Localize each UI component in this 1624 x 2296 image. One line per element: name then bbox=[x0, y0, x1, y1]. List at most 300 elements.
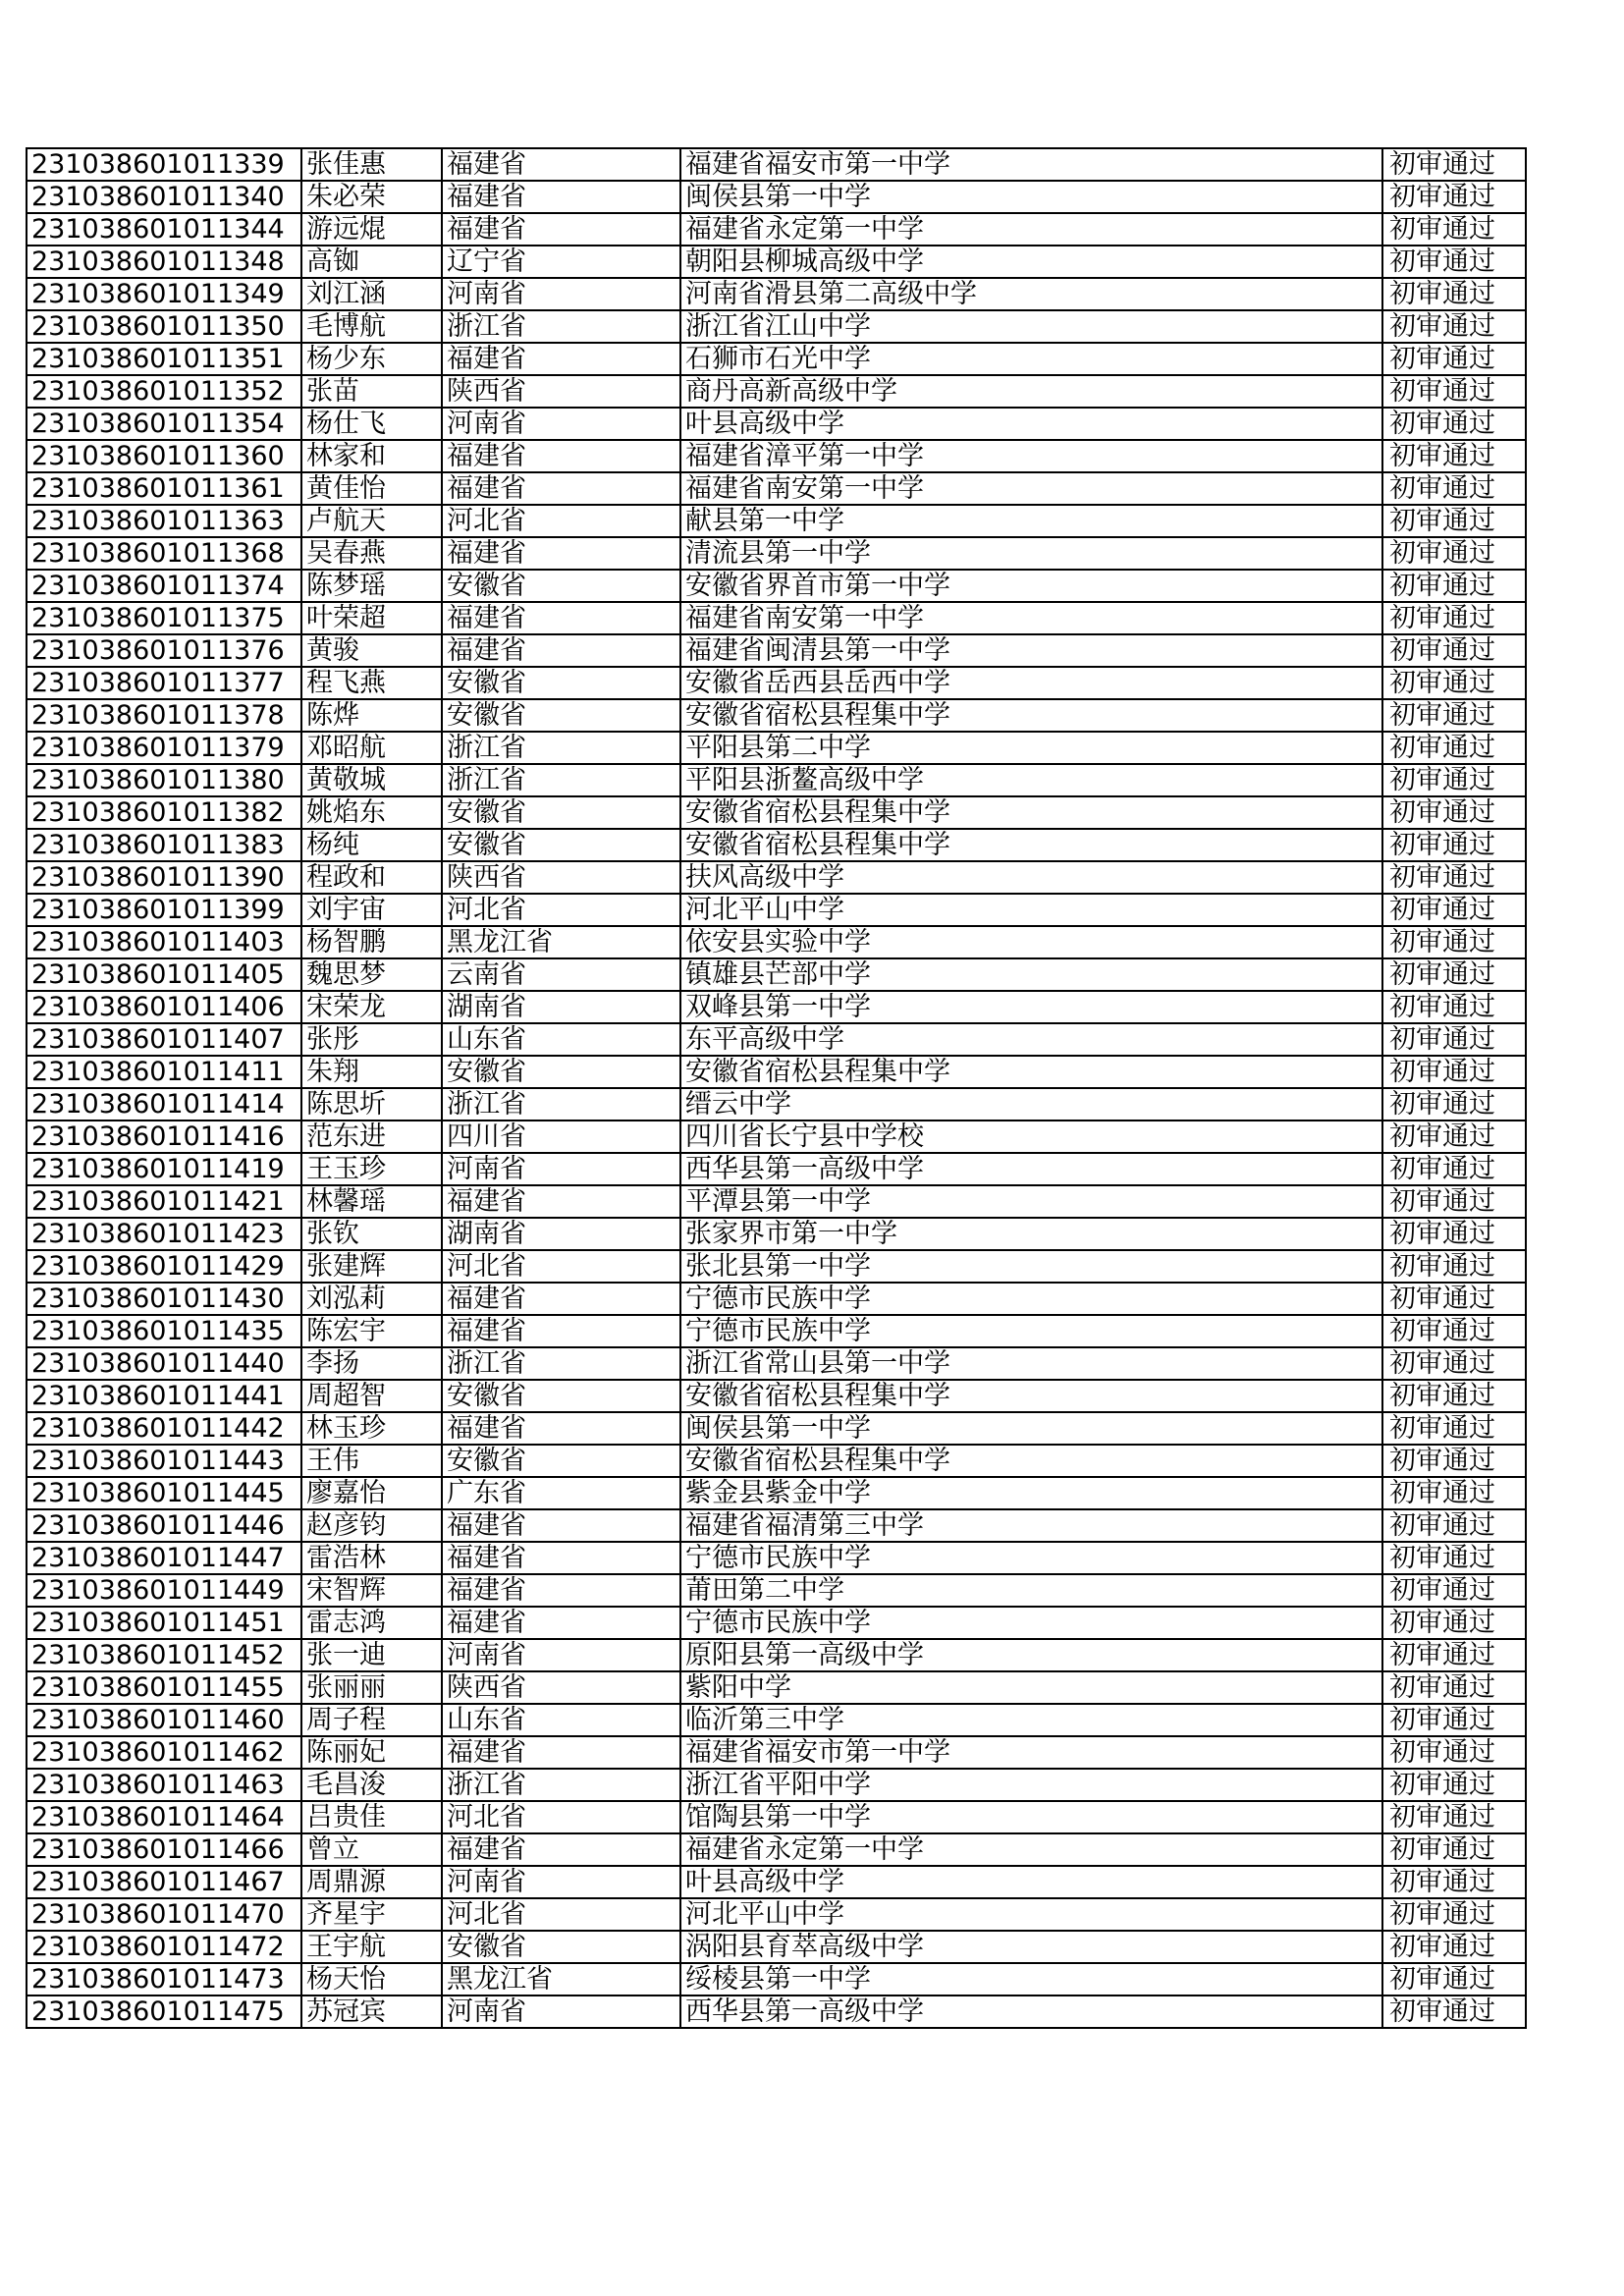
school-cell: 福建省南安第一中学 bbox=[680, 472, 1382, 505]
name-cell: 林玉珍 bbox=[301, 1412, 442, 1445]
province-cell: 浙江省 bbox=[442, 732, 680, 764]
province-cell: 福建省 bbox=[442, 602, 680, 634]
status-cell: 初审通过 bbox=[1382, 1347, 1526, 1380]
school-cell: 福建省福安市第一中学 bbox=[680, 1736, 1382, 1769]
school-cell: 浙江省平阳中学 bbox=[680, 1769, 1382, 1801]
province-cell: 河北省 bbox=[442, 505, 680, 537]
status-cell: 初审通过 bbox=[1382, 1509, 1526, 1542]
name-cell: 雷浩林 bbox=[301, 1542, 442, 1574]
registration-id-cell: 231038601011460 bbox=[27, 1704, 301, 1736]
table-row bbox=[27, 1607, 1526, 1639]
name-cell: 程飞燕 bbox=[301, 667, 442, 699]
name-cell: 林家和 bbox=[301, 440, 442, 472]
name-cell: 朱翔 bbox=[301, 1056, 442, 1088]
school-cell: 安徽省宿松县程集中学 bbox=[680, 1380, 1382, 1412]
province-cell: 浙江省 bbox=[442, 764, 680, 796]
registration-id-cell: 231038601011472 bbox=[27, 1931, 301, 1963]
table-row bbox=[27, 1056, 1526, 1088]
registration-id-cell: 231038601011463 bbox=[27, 1769, 301, 1801]
province-cell: 安徽省 bbox=[442, 1056, 680, 1088]
province-cell: 河南省 bbox=[442, 1866, 680, 1898]
status-cell: 初审通过 bbox=[1382, 537, 1526, 570]
province-cell: 河南省 bbox=[442, 1153, 680, 1185]
status-cell: 初审通过 bbox=[1382, 1380, 1526, 1412]
province-cell: 福建省 bbox=[442, 181, 680, 213]
school-cell: 叶县高级中学 bbox=[680, 408, 1382, 440]
table-row bbox=[27, 1218, 1526, 1250]
province-cell: 安徽省 bbox=[442, 570, 680, 602]
school-cell: 紫金县紫金中学 bbox=[680, 1477, 1382, 1509]
school-cell: 福建省福清第三中学 bbox=[680, 1509, 1382, 1542]
school-cell: 馆陶县第一中学 bbox=[680, 1801, 1382, 1833]
registration-id-cell: 231038601011361 bbox=[27, 472, 301, 505]
registration-id-cell: 231038601011363 bbox=[27, 505, 301, 537]
school-cell: 浙江省常山县第一中学 bbox=[680, 1347, 1382, 1380]
school-cell: 双峰县第一中学 bbox=[680, 991, 1382, 1023]
status-cell: 初审通过 bbox=[1382, 1801, 1526, 1833]
school-cell: 福建省福安市第一中学 bbox=[680, 148, 1382, 181]
name-cell: 杨仕飞 bbox=[301, 408, 442, 440]
table-row bbox=[27, 343, 1526, 375]
table-row bbox=[27, 181, 1526, 213]
registration-id-cell: 231038601011380 bbox=[27, 764, 301, 796]
name-cell: 游远焜 bbox=[301, 213, 442, 246]
table-row bbox=[27, 829, 1526, 861]
table-row bbox=[27, 278, 1526, 310]
status-cell: 初审通过 bbox=[1382, 1542, 1526, 1574]
school-cell: 福建省闽清县第一中学 bbox=[680, 634, 1382, 667]
name-cell: 齐星宇 bbox=[301, 1898, 442, 1931]
status-cell: 初审通过 bbox=[1382, 181, 1526, 213]
registration-id-cell: 231038601011352 bbox=[27, 375, 301, 408]
status-cell: 初审通过 bbox=[1382, 1639, 1526, 1671]
name-cell: 毛博航 bbox=[301, 310, 442, 343]
table-row bbox=[27, 1995, 1526, 2028]
province-cell: 福建省 bbox=[442, 1412, 680, 1445]
school-cell: 闽侯县第一中学 bbox=[680, 181, 1382, 213]
school-cell: 福建省永定第一中学 bbox=[680, 213, 1382, 246]
status-cell: 初审通过 bbox=[1382, 894, 1526, 926]
status-cell: 初审通过 bbox=[1382, 1283, 1526, 1315]
registration-id-cell: 231038601011339 bbox=[27, 148, 301, 181]
table-row bbox=[27, 472, 1526, 505]
province-cell: 安徽省 bbox=[442, 699, 680, 732]
table-row bbox=[27, 1898, 1526, 1931]
province-cell: 湖南省 bbox=[442, 991, 680, 1023]
province-cell: 福建省 bbox=[442, 343, 680, 375]
school-cell: 安徽省宿松县程集中学 bbox=[680, 829, 1382, 861]
school-cell: 宁德市民族中学 bbox=[680, 1315, 1382, 1347]
name-cell: 陈梦瑶 bbox=[301, 570, 442, 602]
registration-id-cell: 231038601011449 bbox=[27, 1574, 301, 1607]
registration-id-cell: 231038601011419 bbox=[27, 1153, 301, 1185]
status-cell: 初审通过 bbox=[1382, 472, 1526, 505]
province-cell: 福建省 bbox=[442, 148, 680, 181]
province-cell: 浙江省 bbox=[442, 1088, 680, 1121]
school-cell: 缙云中学 bbox=[680, 1088, 1382, 1121]
province-cell: 福建省 bbox=[442, 1509, 680, 1542]
table-row bbox=[27, 1088, 1526, 1121]
school-cell: 浙江省江山中学 bbox=[680, 310, 1382, 343]
school-cell: 平潭县第一中学 bbox=[680, 1185, 1382, 1218]
school-cell: 西华县第一高级中学 bbox=[680, 1153, 1382, 1185]
province-cell: 河南省 bbox=[442, 278, 680, 310]
status-cell: 初审通过 bbox=[1382, 1898, 1526, 1931]
province-cell: 云南省 bbox=[442, 958, 680, 991]
registration-id-cell: 231038601011340 bbox=[27, 181, 301, 213]
name-cell: 张苗 bbox=[301, 375, 442, 408]
registration-id-cell: 231038601011446 bbox=[27, 1509, 301, 1542]
registration-id-cell: 231038601011429 bbox=[27, 1250, 301, 1283]
table-row bbox=[27, 991, 1526, 1023]
status-cell: 初审通过 bbox=[1382, 1023, 1526, 1056]
table-row bbox=[27, 1445, 1526, 1477]
province-cell: 黑龙江省 bbox=[442, 1963, 680, 1995]
table-row bbox=[27, 1250, 1526, 1283]
status-cell: 初审通过 bbox=[1382, 732, 1526, 764]
province-cell: 黑龙江省 bbox=[442, 926, 680, 958]
registration-id-cell: 231038601011416 bbox=[27, 1121, 301, 1153]
province-cell: 河北省 bbox=[442, 894, 680, 926]
name-cell: 张佳惠 bbox=[301, 148, 442, 181]
table-row bbox=[27, 1380, 1526, 1412]
province-cell: 福建省 bbox=[442, 1542, 680, 1574]
name-cell: 陈宏宇 bbox=[301, 1315, 442, 1347]
school-cell: 河南省滑县第二高级中学 bbox=[680, 278, 1382, 310]
name-cell: 高铷 bbox=[301, 246, 442, 278]
table-row bbox=[27, 861, 1526, 894]
registration-id-cell: 231038601011443 bbox=[27, 1445, 301, 1477]
table-row bbox=[27, 1833, 1526, 1866]
name-cell: 杨少东 bbox=[301, 343, 442, 375]
status-cell: 初审通过 bbox=[1382, 1445, 1526, 1477]
province-cell: 福建省 bbox=[442, 472, 680, 505]
table-row bbox=[27, 213, 1526, 246]
applicant-table bbox=[26, 147, 1527, 2029]
registration-id-cell: 231038601011447 bbox=[27, 1542, 301, 1574]
province-cell: 浙江省 bbox=[442, 1769, 680, 1801]
school-cell: 安徽省宿松县程集中学 bbox=[680, 796, 1382, 829]
table-row bbox=[27, 1509, 1526, 1542]
status-cell: 初审通过 bbox=[1382, 148, 1526, 181]
province-cell: 福建省 bbox=[442, 1185, 680, 1218]
province-cell: 安徽省 bbox=[442, 667, 680, 699]
registration-id-cell: 231038601011350 bbox=[27, 310, 301, 343]
status-cell: 初审通过 bbox=[1382, 1769, 1526, 1801]
province-cell: 福建省 bbox=[442, 1736, 680, 1769]
name-cell: 王玉珍 bbox=[301, 1153, 442, 1185]
school-cell: 涡阳县育萃高级中学 bbox=[680, 1931, 1382, 1963]
table-row bbox=[27, 1347, 1526, 1380]
status-cell: 初审通过 bbox=[1382, 408, 1526, 440]
school-cell: 安徽省宿松县程集中学 bbox=[680, 699, 1382, 732]
registration-id-cell: 231038601011430 bbox=[27, 1283, 301, 1315]
status-cell: 初审通过 bbox=[1382, 310, 1526, 343]
table-row bbox=[27, 634, 1526, 667]
school-cell: 福建省南安第一中学 bbox=[680, 602, 1382, 634]
province-cell: 河南省 bbox=[442, 1639, 680, 1671]
table-row bbox=[27, 894, 1526, 926]
province-cell: 辽宁省 bbox=[442, 246, 680, 278]
province-cell: 安徽省 bbox=[442, 796, 680, 829]
table-row bbox=[27, 1736, 1526, 1769]
province-cell: 四川省 bbox=[442, 1121, 680, 1153]
table-row bbox=[27, 1704, 1526, 1736]
province-cell: 福建省 bbox=[442, 1607, 680, 1639]
status-cell: 初审通过 bbox=[1382, 667, 1526, 699]
status-cell: 初审通过 bbox=[1382, 505, 1526, 537]
school-cell: 临沂第三中学 bbox=[680, 1704, 1382, 1736]
table-row bbox=[27, 537, 1526, 570]
status-cell: 初审通过 bbox=[1382, 1736, 1526, 1769]
school-cell: 叶县高级中学 bbox=[680, 1866, 1382, 1898]
registration-id-cell: 231038601011368 bbox=[27, 537, 301, 570]
school-cell: 商丹高新高级中学 bbox=[680, 375, 1382, 408]
school-cell: 平阳县浙鳌高级中学 bbox=[680, 764, 1382, 796]
name-cell: 李扬 bbox=[301, 1347, 442, 1380]
table-row bbox=[27, 732, 1526, 764]
name-cell: 杨天怡 bbox=[301, 1963, 442, 1995]
status-cell: 初审通过 bbox=[1382, 1866, 1526, 1898]
school-cell: 福建省漳平第一中学 bbox=[680, 440, 1382, 472]
school-cell: 张北县第一中学 bbox=[680, 1250, 1382, 1283]
province-cell: 陕西省 bbox=[442, 861, 680, 894]
registration-id-cell: 231038601011473 bbox=[27, 1963, 301, 1995]
registration-id-cell: 231038601011451 bbox=[27, 1607, 301, 1639]
table-row bbox=[27, 1185, 1526, 1218]
name-cell: 张钦 bbox=[301, 1218, 442, 1250]
table-row bbox=[27, 1153, 1526, 1185]
table-row bbox=[27, 440, 1526, 472]
registration-id-cell: 231038601011348 bbox=[27, 246, 301, 278]
applicant-table-body bbox=[27, 148, 1526, 2028]
registration-id-cell: 231038601011405 bbox=[27, 958, 301, 991]
name-cell: 周鼎源 bbox=[301, 1866, 442, 1898]
table-row bbox=[27, 667, 1526, 699]
name-cell: 张一迪 bbox=[301, 1639, 442, 1671]
province-cell: 浙江省 bbox=[442, 1347, 680, 1380]
name-cell: 刘江涵 bbox=[301, 278, 442, 310]
name-cell: 廖嘉怡 bbox=[301, 1477, 442, 1509]
table-row bbox=[27, 602, 1526, 634]
school-cell: 东平高级中学 bbox=[680, 1023, 1382, 1056]
registration-id-cell: 231038601011452 bbox=[27, 1639, 301, 1671]
table-row bbox=[27, 408, 1526, 440]
registration-id-cell: 231038601011441 bbox=[27, 1380, 301, 1412]
name-cell: 吕贵佳 bbox=[301, 1801, 442, 1833]
province-cell: 福建省 bbox=[442, 1574, 680, 1607]
school-cell: 朝阳县柳城高级中学 bbox=[680, 246, 1382, 278]
status-cell: 初审通过 bbox=[1382, 829, 1526, 861]
name-cell: 黄敬城 bbox=[301, 764, 442, 796]
school-cell: 福建省永定第一中学 bbox=[680, 1833, 1382, 1866]
status-cell: 初审通过 bbox=[1382, 634, 1526, 667]
status-cell: 初审通过 bbox=[1382, 796, 1526, 829]
school-cell: 献县第一中学 bbox=[680, 505, 1382, 537]
status-cell: 初审通过 bbox=[1382, 1153, 1526, 1185]
name-cell: 杨智鹏 bbox=[301, 926, 442, 958]
status-cell: 初审通过 bbox=[1382, 1185, 1526, 1218]
table-row bbox=[27, 1121, 1526, 1153]
province-cell: 河南省 bbox=[442, 408, 680, 440]
registration-id-cell: 231038601011344 bbox=[27, 213, 301, 246]
table-row bbox=[27, 1671, 1526, 1704]
status-cell: 初审通过 bbox=[1382, 1931, 1526, 1963]
table-row bbox=[27, 1769, 1526, 1801]
name-cell: 曾立 bbox=[301, 1833, 442, 1866]
province-cell: 河北省 bbox=[442, 1898, 680, 1931]
status-cell: 初审通过 bbox=[1382, 764, 1526, 796]
province-cell: 陕西省 bbox=[442, 1671, 680, 1704]
status-cell: 初审通过 bbox=[1382, 602, 1526, 634]
province-cell: 福建省 bbox=[442, 1283, 680, 1315]
name-cell: 周超智 bbox=[301, 1380, 442, 1412]
registration-id-cell: 231038601011462 bbox=[27, 1736, 301, 1769]
table-row bbox=[27, 505, 1526, 537]
status-cell: 初审通过 bbox=[1382, 926, 1526, 958]
table-row bbox=[27, 1574, 1526, 1607]
province-cell: 福建省 bbox=[442, 1315, 680, 1347]
school-cell: 宁德市民族中学 bbox=[680, 1607, 1382, 1639]
registration-id-cell: 231038601011445 bbox=[27, 1477, 301, 1509]
name-cell: 周子程 bbox=[301, 1704, 442, 1736]
name-cell: 赵彦钧 bbox=[301, 1509, 442, 1542]
status-cell: 初审通过 bbox=[1382, 1607, 1526, 1639]
table-row bbox=[27, 1542, 1526, 1574]
registration-id-cell: 231038601011376 bbox=[27, 634, 301, 667]
school-cell: 河北平山中学 bbox=[680, 894, 1382, 926]
status-cell: 初审通过 bbox=[1382, 1315, 1526, 1347]
table-row bbox=[27, 148, 1526, 181]
name-cell: 黄骏 bbox=[301, 634, 442, 667]
name-cell: 雷志鸿 bbox=[301, 1607, 442, 1639]
name-cell: 杨纯 bbox=[301, 829, 442, 861]
table-row bbox=[27, 1315, 1526, 1347]
status-cell: 初审通过 bbox=[1382, 246, 1526, 278]
table-row bbox=[27, 1023, 1526, 1056]
province-cell: 福建省 bbox=[442, 537, 680, 570]
school-cell: 清流县第一中学 bbox=[680, 537, 1382, 570]
registration-id-cell: 231038601011464 bbox=[27, 1801, 301, 1833]
province-cell: 陕西省 bbox=[442, 375, 680, 408]
registration-id-cell: 231038601011407 bbox=[27, 1023, 301, 1056]
name-cell: 邓昭航 bbox=[301, 732, 442, 764]
name-cell: 张彤 bbox=[301, 1023, 442, 1056]
school-cell: 平阳县第二中学 bbox=[680, 732, 1382, 764]
name-cell: 刘宇宙 bbox=[301, 894, 442, 926]
registration-id-cell: 231038601011377 bbox=[27, 667, 301, 699]
table-row bbox=[27, 958, 1526, 991]
status-cell: 初审通过 bbox=[1382, 1477, 1526, 1509]
name-cell: 张建辉 bbox=[301, 1250, 442, 1283]
registration-id-cell: 231038601011414 bbox=[27, 1088, 301, 1121]
registration-id-cell: 231038601011375 bbox=[27, 602, 301, 634]
name-cell: 王宇航 bbox=[301, 1931, 442, 1963]
table-row bbox=[27, 1477, 1526, 1509]
province-cell: 安徽省 bbox=[442, 1931, 680, 1963]
table-row bbox=[27, 1866, 1526, 1898]
school-cell: 紫阳中学 bbox=[680, 1671, 1382, 1704]
province-cell: 安徽省 bbox=[442, 1380, 680, 1412]
status-cell: 初审通过 bbox=[1382, 440, 1526, 472]
status-cell: 初审通过 bbox=[1382, 1412, 1526, 1445]
registration-id-cell: 231038601011399 bbox=[27, 894, 301, 926]
registration-id-cell: 231038601011406 bbox=[27, 991, 301, 1023]
status-cell: 初审通过 bbox=[1382, 1963, 1526, 1995]
name-cell: 林馨瑶 bbox=[301, 1185, 442, 1218]
status-cell: 初审通过 bbox=[1382, 1995, 1526, 2028]
province-cell: 山东省 bbox=[442, 1704, 680, 1736]
school-cell: 西华县第一高级中学 bbox=[680, 1995, 1382, 2028]
school-cell: 原阳县第一高级中学 bbox=[680, 1639, 1382, 1671]
table-row bbox=[27, 1412, 1526, 1445]
name-cell: 宋荣龙 bbox=[301, 991, 442, 1023]
province-cell: 广东省 bbox=[442, 1477, 680, 1509]
registration-id-cell: 231038601011466 bbox=[27, 1833, 301, 1866]
name-cell: 毛昌浚 bbox=[301, 1769, 442, 1801]
registration-id-cell: 231038601011403 bbox=[27, 926, 301, 958]
status-cell: 初审通过 bbox=[1382, 375, 1526, 408]
school-cell: 宁德市民族中学 bbox=[680, 1542, 1382, 1574]
status-cell: 初审通过 bbox=[1382, 1121, 1526, 1153]
table-row bbox=[27, 1283, 1526, 1315]
province-cell: 福建省 bbox=[442, 440, 680, 472]
school-cell: 宁德市民族中学 bbox=[680, 1283, 1382, 1315]
status-cell: 初审通过 bbox=[1382, 570, 1526, 602]
status-cell: 初审通过 bbox=[1382, 213, 1526, 246]
province-cell: 浙江省 bbox=[442, 310, 680, 343]
name-cell: 陈思圻 bbox=[301, 1088, 442, 1121]
table-row bbox=[27, 764, 1526, 796]
registration-id-cell: 231038601011411 bbox=[27, 1056, 301, 1088]
table-row bbox=[27, 1931, 1526, 1963]
name-cell: 陈丽妃 bbox=[301, 1736, 442, 1769]
table-row bbox=[27, 926, 1526, 958]
table-row bbox=[27, 570, 1526, 602]
name-cell: 范东进 bbox=[301, 1121, 442, 1153]
school-cell: 河北平山中学 bbox=[680, 1898, 1382, 1931]
registration-id-cell: 231038601011382 bbox=[27, 796, 301, 829]
school-cell: 绥棱县第一中学 bbox=[680, 1963, 1382, 1995]
table-row bbox=[27, 1639, 1526, 1671]
status-cell: 初审通过 bbox=[1382, 1704, 1526, 1736]
registration-id-cell: 231038601011455 bbox=[27, 1671, 301, 1704]
registration-id-cell: 231038601011390 bbox=[27, 861, 301, 894]
name-cell: 朱必荣 bbox=[301, 181, 442, 213]
name-cell: 王伟 bbox=[301, 1445, 442, 1477]
name-cell: 程政和 bbox=[301, 861, 442, 894]
school-cell: 扶风高级中学 bbox=[680, 861, 1382, 894]
province-cell: 福建省 bbox=[442, 1833, 680, 1866]
table-row bbox=[27, 246, 1526, 278]
school-cell: 安徽省界首市第一中学 bbox=[680, 570, 1382, 602]
school-cell: 镇雄县芒部中学 bbox=[680, 958, 1382, 991]
registration-id-cell: 231038601011378 bbox=[27, 699, 301, 732]
registration-id-cell: 231038601011349 bbox=[27, 278, 301, 310]
school-cell: 石狮市石光中学 bbox=[680, 343, 1382, 375]
status-cell: 初审通过 bbox=[1382, 699, 1526, 732]
registration-id-cell: 231038601011421 bbox=[27, 1185, 301, 1218]
table-row bbox=[27, 796, 1526, 829]
province-cell: 福建省 bbox=[442, 213, 680, 246]
province-cell: 河北省 bbox=[442, 1250, 680, 1283]
status-cell: 初审通过 bbox=[1382, 1250, 1526, 1283]
table-row bbox=[27, 699, 1526, 732]
name-cell: 苏冠宾 bbox=[301, 1995, 442, 2028]
status-cell: 初审通过 bbox=[1382, 1833, 1526, 1866]
registration-id-cell: 231038601011374 bbox=[27, 570, 301, 602]
registration-id-cell: 231038601011475 bbox=[27, 1995, 301, 2028]
